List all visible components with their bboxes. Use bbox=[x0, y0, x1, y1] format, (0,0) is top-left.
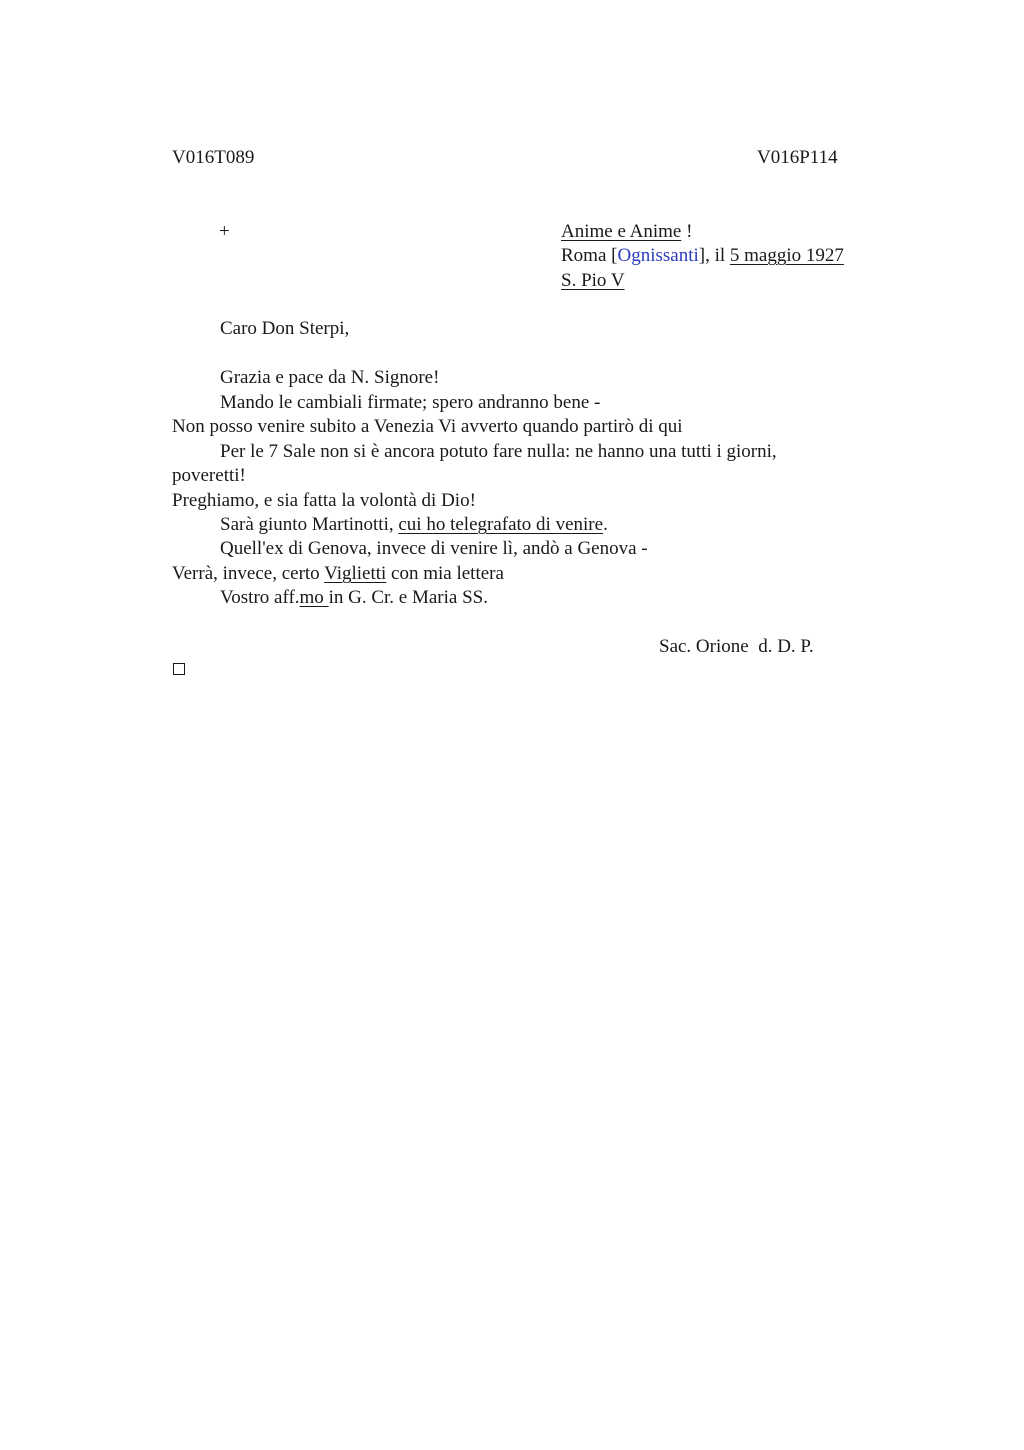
checkbox-square-icon bbox=[173, 663, 185, 675]
body-line-9-c: con mia lettera bbox=[391, 563, 504, 584]
body-line-8: Quell'ex di Genova, invece di venire lì, andò a Genova - bbox=[220, 538, 648, 559]
closing-a: Vostro aff. bbox=[220, 587, 300, 608]
closing-line bbox=[220, 586, 488, 610]
body-line-1: Grazia e pace da N. Signore! bbox=[220, 367, 440, 388]
body-line-9 bbox=[172, 562, 504, 586]
place-note: Ognissanti bbox=[617, 245, 699, 266]
place-date-line bbox=[561, 244, 844, 268]
body-line-7-a: Sarà giunto Martinotti, bbox=[220, 514, 394, 535]
body-line-3: Non posso venire subito a Venezia Vi avverto quando partirò di qui bbox=[172, 416, 683, 437]
body-line-7-underlined: cui ho telegrafato di venire bbox=[398, 514, 604, 535]
salutation: Caro Don Sterpi, bbox=[220, 318, 350, 339]
body-line-9-a: Verrà, invece, certo bbox=[172, 563, 320, 584]
body-line-5: poveretti! bbox=[172, 465, 246, 486]
motto-mark: ! bbox=[686, 221, 693, 242]
cross-mark: + bbox=[219, 221, 230, 242]
closing-c: in G. Cr. e Maria SS. bbox=[328, 587, 488, 608]
motto-text: Anime e Anime bbox=[561, 221, 682, 242]
body-line-4: Per le 7 Sale non si è ancora potuto fare nulla: ne hanno una tutti i giorni, bbox=[220, 441, 777, 462]
signature: Sac. Orione d. D. P. bbox=[659, 636, 814, 657]
body-line-7 bbox=[220, 513, 608, 537]
motto-line bbox=[561, 220, 692, 244]
date-text: 5 maggio 1927 bbox=[729, 245, 844, 266]
saint-line bbox=[561, 269, 625, 293]
document-code-right: V016P114 bbox=[757, 147, 838, 168]
body-line-2: Mando le cambiali firmate; spero andranno bene - bbox=[220, 392, 601, 413]
bracket-close: ], il bbox=[698, 245, 726, 266]
place-text: Roma bbox=[561, 245, 607, 266]
body-line-7-c: . bbox=[603, 514, 608, 535]
bracket-open: [ bbox=[611, 245, 618, 266]
saint-text: S. Pio V bbox=[561, 270, 625, 291]
body-line-6: Preghiamo, e sia fatta la volontà di Dio! bbox=[172, 490, 476, 511]
closing-underlined: mo bbox=[299, 587, 329, 608]
body-line-9-underlined: Viglietti bbox=[324, 563, 387, 584]
document-code-left: V016T089 bbox=[172, 147, 255, 168]
